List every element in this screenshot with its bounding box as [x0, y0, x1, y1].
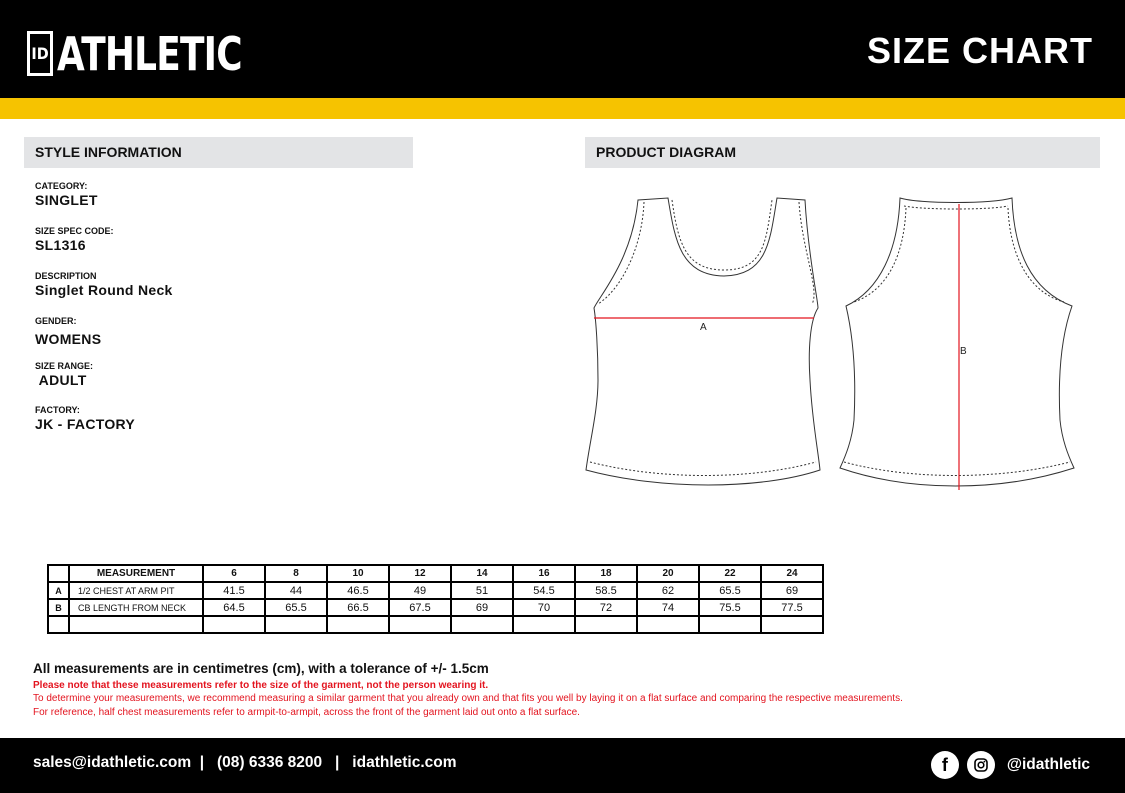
row-letter: B: [48, 599, 69, 616]
facebook-icon[interactable]: f: [931, 751, 959, 779]
table-cell: [451, 616, 513, 633]
size-header: 18: [575, 565, 637, 582]
field-label: SIZE SPEC CODE:: [35, 226, 114, 236]
table-cell: 70: [513, 599, 575, 616]
instagram-icon[interactable]: [967, 751, 995, 779]
table-cell: 75.5: [699, 599, 761, 616]
product-diagram-heading: PRODUCT DIAGRAM: [585, 137, 1100, 168]
size-header: 8: [265, 565, 327, 582]
table-cell: 49: [389, 582, 451, 599]
table-cell: [637, 616, 699, 633]
table-cell: 65.5: [265, 599, 327, 616]
logo-id-box: ID: [27, 31, 53, 76]
reference-line: For reference, half chest measurements refer to armpit-to-armpit, across the front of the garment laid out onto a flat surface.: [33, 707, 580, 718]
field-label: GENDER:: [35, 316, 77, 326]
singlet-front-drawing: [586, 198, 820, 485]
field-value: ADULT: [35, 372, 87, 388]
garment-warning: Please note that these measurements refer to the size of the garment, not the person wearing it.: [33, 680, 489, 691]
table-row-empty: [48, 616, 823, 633]
social-handle[interactable]: @idathletic: [1006, 756, 1090, 773]
row-letter: A: [48, 582, 69, 599]
table-cell: 44: [265, 582, 327, 599]
size-table: [47, 564, 824, 634]
table-cell: 54.5: [513, 582, 575, 599]
table-cell: 69: [761, 582, 823, 599]
table-cell: [389, 616, 451, 633]
field-label: FACTORY:: [35, 405, 80, 415]
table-cell: 65.5: [699, 582, 761, 599]
field-label: SIZE RANGE:: [35, 361, 94, 371]
instruction-line: To determine your measurements, we recommend measuring a similar garment that you already own and that fits you well by laying it on a flat surface and comparing the respective measurements.: [33, 693, 903, 704]
page-title: SIZE CHART: [867, 30, 1093, 71]
table-cell: 77.5: [761, 599, 823, 616]
brand-logo: [27, 26, 294, 81]
contact-info: sales@idathletic.com | (08) 6336 8200 | idathletic.com: [33, 754, 457, 771]
field-value: WOMENS: [35, 331, 102, 347]
size-header: 24: [761, 565, 823, 582]
field-value: SINGLET: [35, 192, 98, 208]
logo-wordmark: ATHLETIC: [57, 26, 242, 81]
table-cell: [761, 616, 823, 633]
table-cell: [699, 616, 761, 633]
measure-label-b: B: [960, 346, 967, 357]
table-row: [48, 599, 823, 616]
row-name: 1/2 CHEST AT ARM PIT: [69, 582, 203, 599]
row-name: CB LENGTH FROM NECK: [69, 599, 203, 616]
measure-label-a: A: [700, 322, 707, 333]
table-cell: 66.5: [327, 599, 389, 616]
size-header: 20: [637, 565, 699, 582]
table-cell: 58.5: [575, 582, 637, 599]
table-cell: 67.5: [389, 599, 451, 616]
singlet-back-drawing: [840, 198, 1074, 486]
table-header-row: [48, 565, 823, 582]
size-header: 16: [513, 565, 575, 582]
field-label: CATEGORY:: [35, 181, 88, 191]
field-gender: [35, 316, 101, 347]
field-value: Singlet Round Neck: [35, 282, 173, 298]
table-cell: [48, 565, 69, 582]
measurement-note: All measurements are in centimetres (cm), with a tolerance of +/- 1.5cm: [33, 661, 489, 676]
field-size-range: [35, 361, 93, 388]
table-cell: [265, 616, 327, 633]
footer-bar: [0, 738, 1125, 793]
field-description: [35, 271, 173, 298]
size-header: 14: [451, 565, 513, 582]
table-cell: [327, 616, 389, 633]
social-links: [931, 751, 1090, 779]
table-cell: [69, 616, 203, 633]
field-category: [35, 181, 98, 208]
table-cell: 74: [637, 599, 699, 616]
table-cell: 51: [451, 582, 513, 599]
table-cell: [203, 616, 265, 633]
product-diagram: [580, 180, 1090, 500]
size-header: 12: [389, 565, 451, 582]
table-cell: [575, 616, 637, 633]
table-row: [48, 582, 823, 599]
field-value: JK - FACTORY: [35, 416, 136, 432]
size-header: 6: [203, 565, 265, 582]
table-cell: 46.5: [327, 582, 389, 599]
field-value: SL1316: [35, 237, 86, 253]
field-label: DESCRIPTION: [35, 271, 97, 281]
table-cell: 62: [637, 582, 699, 599]
measurement-header: MEASUREMENT: [69, 565, 203, 582]
size-header: 22: [699, 565, 761, 582]
table-cell: 64.5: [203, 599, 265, 616]
table-cell: 69: [451, 599, 513, 616]
table-cell: 72: [575, 599, 637, 616]
table-cell: [48, 616, 69, 633]
notes-section: [33, 661, 1103, 719]
field-factory: [35, 405, 135, 432]
style-info-heading: STYLE INFORMATION: [24, 137, 413, 168]
field-spec-code: [35, 226, 114, 253]
header-bar: [0, 0, 1125, 98]
size-header: 10: [327, 565, 389, 582]
table-cell: [513, 616, 575, 633]
table-cell: 41.5: [203, 582, 265, 599]
accent-stripe: [0, 98, 1125, 119]
